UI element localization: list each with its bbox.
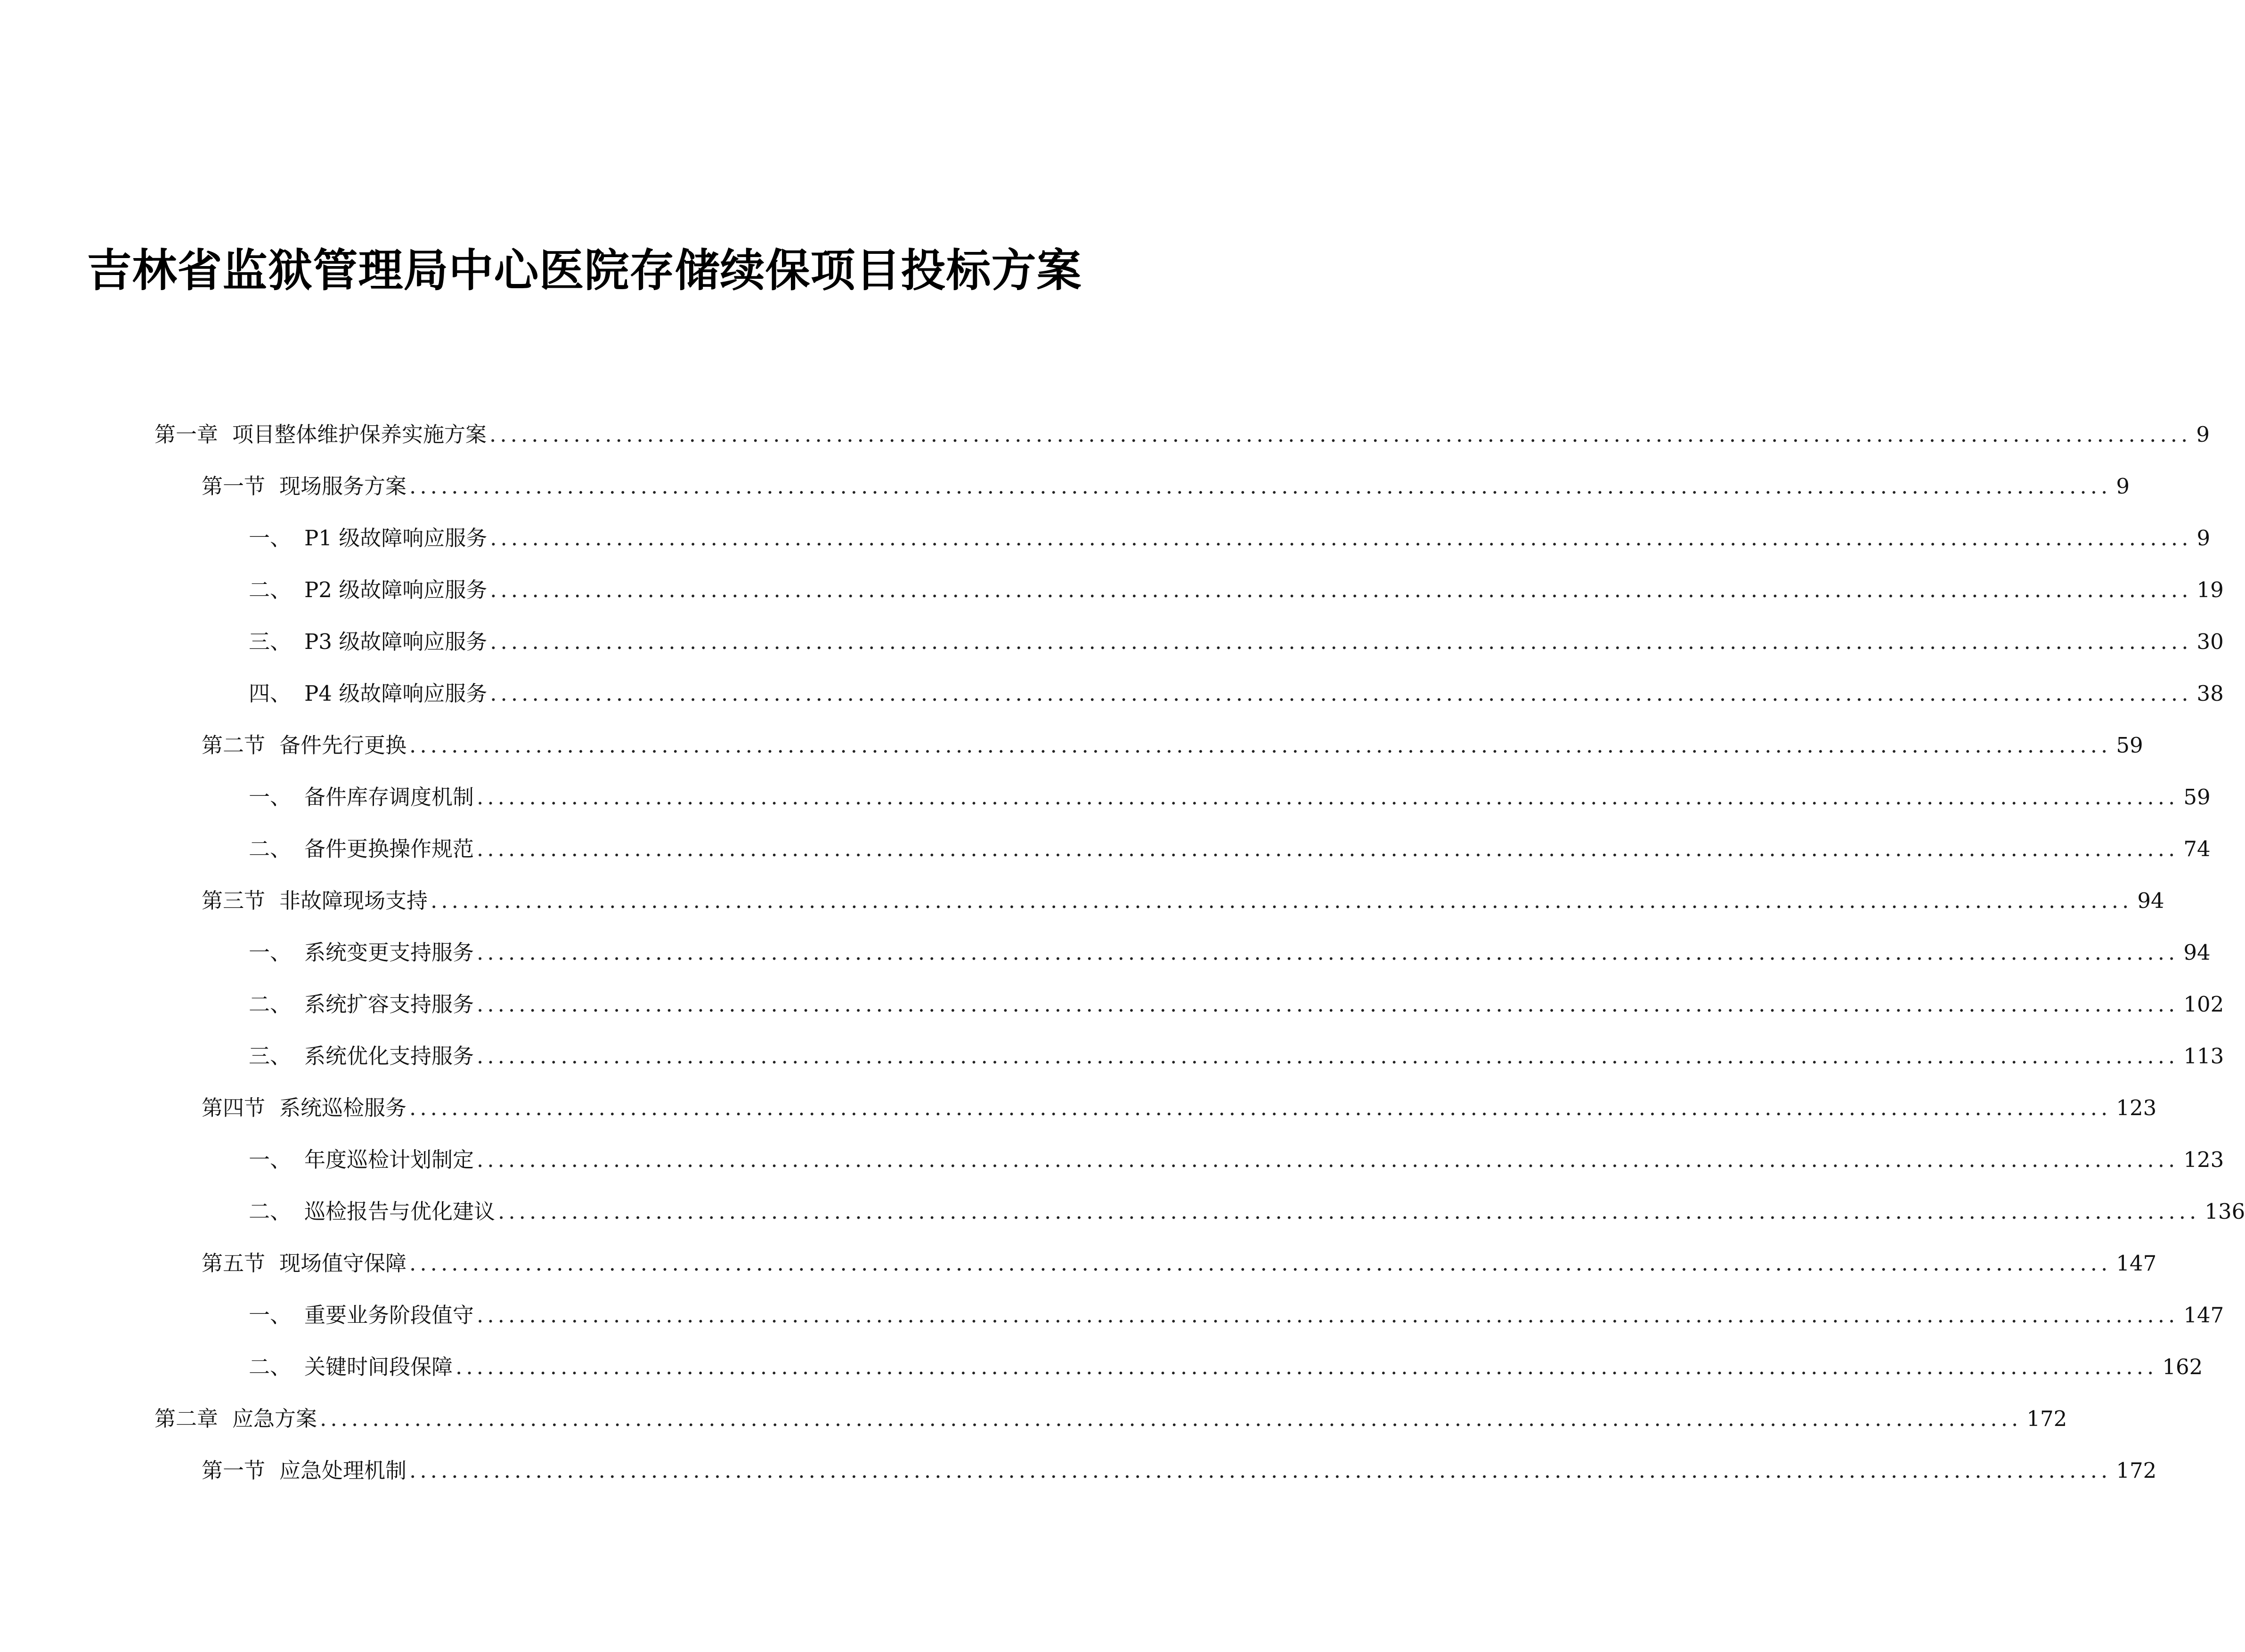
toc-entry-label — [249, 833, 477, 866]
toc-entry-number: 二、 — [249, 577, 292, 602]
toc-entry-section-1-2[interactable] — [202, 729, 2143, 762]
toc-entry-text: P3 级故障响应服务 — [304, 629, 488, 654]
toc-entry-number: 一、 — [249, 785, 292, 810]
toc-entry-label — [249, 522, 490, 555]
toc-entry-label — [249, 677, 490, 710]
toc-entry-item-1-1-2[interactable] — [249, 574, 2224, 607]
toc-leader-dots: .................................................................................................................................................................. — [477, 1044, 2179, 1069]
toc-entry-text: 系统巡检服务 — [279, 1095, 407, 1120]
toc-entry-item-1-1-3[interactable] — [249, 625, 2224, 658]
toc-entry-section-1-3[interactable] — [202, 884, 2164, 917]
toc-entry-label — [249, 1351, 456, 1384]
toc-leader-dots: .................................................................................................................................................................. — [431, 888, 2133, 913]
toc-entry-label — [249, 1143, 477, 1176]
toc-entry-number: 二、 — [249, 1199, 292, 1224]
toc-entry-number: 第一节 — [202, 474, 266, 499]
toc-entry-text: 关键时间段保障 — [304, 1354, 453, 1379]
toc-entry-label — [249, 988, 477, 1021]
toc-entry-chapter-2[interactable] — [155, 1402, 2067, 1435]
toc-entry-number: 一、 — [249, 1303, 292, 1328]
toc-entry-text: 备件库存调度机制 — [304, 785, 474, 810]
toc-leader-dots: .................................................................................................................................................................. — [490, 577, 2192, 602]
toc-entry-text: 备件先行更换 — [279, 733, 407, 758]
toc-entry-text: 重要业务阶段值守 — [304, 1303, 474, 1328]
toc-entry-number: 三、 — [249, 629, 292, 654]
toc-entry-label — [249, 781, 477, 814]
toc-page-number: 172 — [2026, 1406, 2067, 1431]
toc-entry-label — [202, 884, 431, 917]
toc-page-number: 38 — [2196, 681, 2224, 706]
toc-leader-dots: .................................................................................................................................................................. — [489, 422, 2192, 447]
toc-leader-dots: .................................................................................................................................................................. — [477, 836, 2179, 861]
toc-entry-item-1-4-2[interactable] — [249, 1195, 2245, 1228]
toc-entry-label — [155, 1402, 320, 1435]
toc-entry-label — [249, 1195, 498, 1228]
toc-leader-dots: .................................................................................................................................................................. — [409, 1095, 2112, 1120]
toc-entry-label — [249, 625, 490, 658]
toc-page-number: 136 — [2204, 1199, 2245, 1224]
toc-page-number: 147 — [2183, 1303, 2224, 1328]
toc-leader-dots: .................................................................................................................................................................. — [409, 1251, 2112, 1276]
toc-entry-item-1-3-3[interactable] — [249, 1040, 2224, 1073]
toc-page-number: 9 — [2196, 422, 2210, 447]
toc-leader-dots: .................................................................................................................................................................. — [409, 474, 2112, 499]
toc-entry-item-1-1-4[interactable] — [249, 677, 2224, 710]
toc-entry-number: 四、 — [249, 681, 292, 706]
toc-entry-text: P2 级故障响应服务 — [304, 577, 488, 602]
toc-leader-dots: .................................................................................................................................................................. — [456, 1354, 2158, 1379]
toc-entry-section-1-4[interactable] — [202, 1092, 2157, 1125]
toc-entry-item-1-2-2[interactable] — [249, 833, 2211, 866]
toc-entry-label — [249, 1040, 477, 1073]
toc-entry-number: 第一章 — [155, 422, 219, 447]
toc-page-number: 19 — [2196, 577, 2224, 602]
toc-entry-number: 第一节 — [202, 1458, 266, 1483]
toc-entry-section-1-1[interactable] — [202, 470, 2130, 503]
toc-entry-number: 一、 — [249, 940, 292, 965]
toc-leader-dots: .................................................................................................................................................................. — [490, 526, 2192, 551]
toc-entry-label — [202, 1092, 409, 1125]
toc-leader-dots: .................................................................................................................................................................. — [477, 1147, 2179, 1172]
toc-entry-label — [202, 729, 409, 762]
toc-leader-dots: .................................................................................................................................................................. — [477, 785, 2179, 810]
toc-entry-text: 系统扩容支持服务 — [304, 992, 474, 1017]
toc-entry-item-1-5-2[interactable] — [249, 1351, 2203, 1384]
toc-page-number: 74 — [2183, 836, 2211, 861]
toc-entry-section-1-5[interactable] — [202, 1247, 2157, 1280]
toc-entry-text: 年度巡检计划制定 — [304, 1147, 474, 1172]
toc-entry-label — [249, 1299, 477, 1332]
toc-entry-label — [249, 936, 477, 969]
toc-leader-dots: .................................................................................................................................................................. — [477, 1303, 2179, 1328]
toc-page-number: 9 — [2196, 526, 2211, 551]
toc-entry-number: 第五节 — [202, 1251, 266, 1276]
toc-page-number: 113 — [2183, 1044, 2224, 1069]
toc-entry-label — [202, 1454, 409, 1487]
toc-entry-text: 应急处理机制 — [279, 1458, 407, 1483]
toc-entry-text: P4 级故障响应服务 — [304, 681, 488, 706]
toc-entry-number: 第二节 — [202, 733, 266, 758]
toc-entry-number: 第三节 — [202, 888, 266, 913]
toc-entry-number: 二、 — [249, 1354, 292, 1379]
toc-entry-number: 三、 — [249, 1044, 292, 1069]
toc-page-number: 59 — [2183, 785, 2211, 810]
toc-leader-dots: .................................................................................................................................................................. — [498, 1199, 2200, 1224]
toc-page-number: 147 — [2116, 1251, 2157, 1276]
toc-page-number: 30 — [2196, 629, 2224, 654]
toc-entry-text: P1 级故障响应服务 — [304, 526, 488, 551]
toc-entry-item-1-4-1[interactable] — [249, 1143, 2224, 1176]
toc-entry-chapter-1[interactable] — [155, 418, 2210, 451]
toc-entry-item-1-5-1[interactable] — [249, 1299, 2224, 1332]
toc-entry-text: 非故障现场支持 — [279, 888, 428, 913]
toc-entry-label — [155, 418, 489, 451]
toc-page-number: 162 — [2162, 1354, 2203, 1379]
toc-entry-number: 二、 — [249, 992, 292, 1017]
toc-page-number: 59 — [2116, 733, 2143, 758]
toc-entry-text: 现场服务方案 — [279, 474, 407, 499]
toc-page-number: 102 — [2183, 992, 2224, 1017]
toc-entry-text: 巡检报告与优化建议 — [304, 1199, 496, 1224]
toc-entry-text: 项目整体维护保养实施方案 — [232, 422, 487, 447]
toc-entry-text: 系统优化支持服务 — [304, 1044, 474, 1069]
toc-leader-dots: .................................................................................................................................................................. — [477, 992, 2179, 1017]
toc-entry-item-1-3-1[interactable] — [249, 936, 2211, 969]
document-title: 吉林省监狱管理局中心医院存储续保项目投标方案 — [87, 245, 1082, 297]
toc-entry-number: 二、 — [249, 836, 292, 861]
toc-leader-dots: .................................................................................................................................................................. — [320, 1406, 2022, 1431]
toc-entry-number: 一、 — [249, 1147, 292, 1172]
toc-leader-dots: .................................................................................................................................................................. — [409, 1458, 2112, 1483]
toc-leader-dots: .................................................................................................................................................................. — [409, 733, 2112, 758]
toc-page-number: 172 — [2116, 1458, 2157, 1483]
toc-entry-item-1-2-1[interactable] — [249, 781, 2211, 814]
toc-page-number: 123 — [2183, 1147, 2224, 1172]
toc-entry-text: 应急方案 — [232, 1406, 317, 1431]
toc-page-number: 94 — [2137, 888, 2164, 913]
toc-entry-label — [202, 470, 409, 503]
toc-entry-number: 一、 — [249, 526, 292, 551]
toc-entry-text: 备件更换操作规范 — [304, 836, 474, 861]
toc-entry-section-2-1[interactable] — [202, 1454, 2157, 1487]
toc-leader-dots: .................................................................................................................................................................. — [477, 940, 2179, 965]
toc-entry-text: 系统变更支持服务 — [304, 940, 474, 965]
toc-leader-dots: .................................................................................................................................................................. — [490, 681, 2192, 706]
toc-page-number: 123 — [2116, 1095, 2157, 1120]
toc-page-number: 94 — [2183, 940, 2211, 965]
toc-entry-label — [249, 574, 490, 607]
toc-entry-text: 现场值守保障 — [279, 1251, 407, 1276]
toc-entry-number: 第二章 — [155, 1406, 219, 1431]
toc-entry-item-1-1-1[interactable] — [249, 522, 2211, 555]
toc-leader-dots: .................................................................................................................................................................. — [490, 629, 2192, 654]
toc-entry-label — [202, 1247, 409, 1280]
toc-entry-number: 第四节 — [202, 1095, 266, 1120]
toc-page-number: 9 — [2116, 474, 2130, 499]
toc-entry-item-1-3-2[interactable] — [249, 988, 2224, 1021]
